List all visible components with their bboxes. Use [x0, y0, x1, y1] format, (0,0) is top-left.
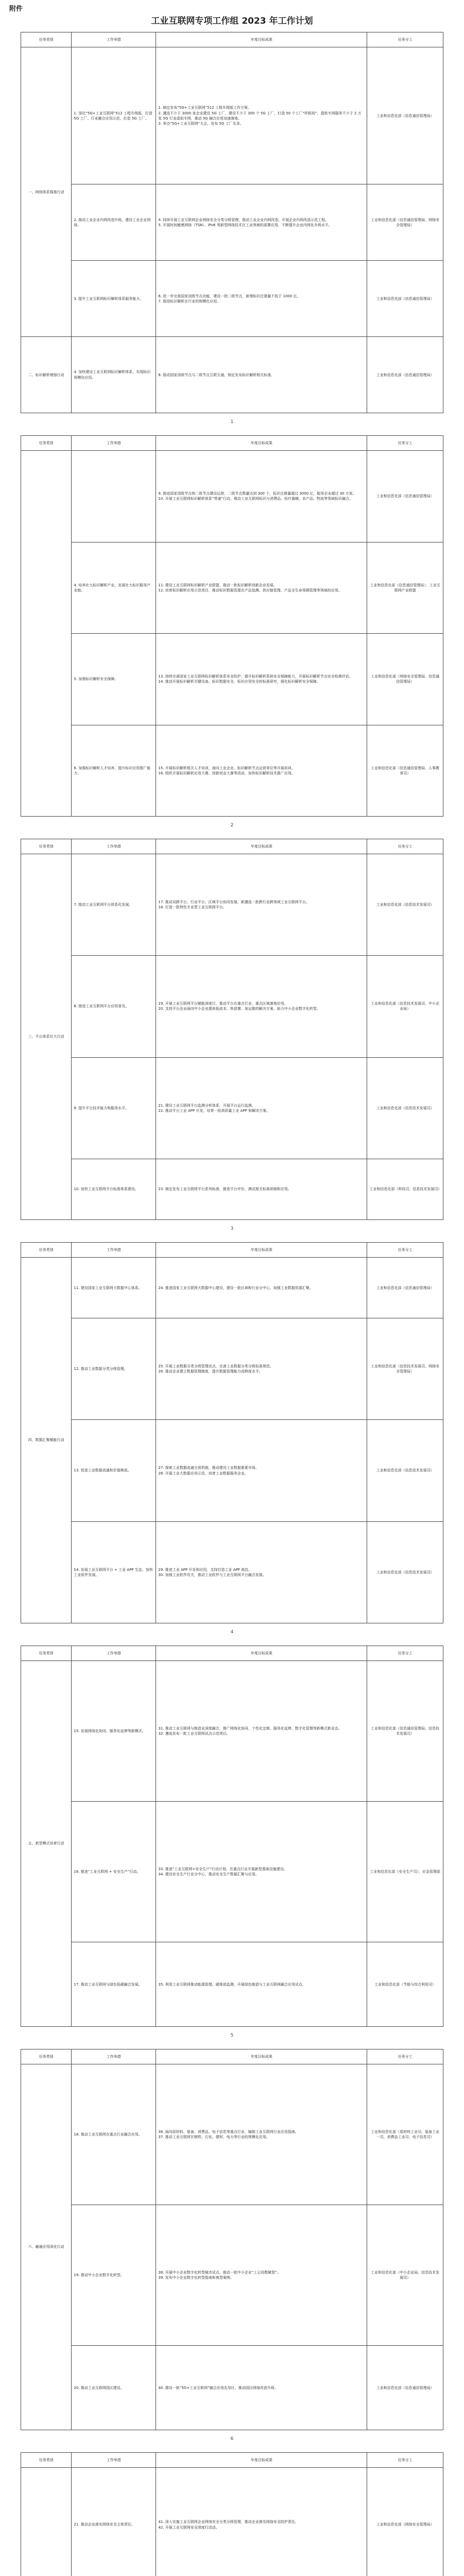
document-page — [21, 1242, 443, 1637]
page-number: 3 — [230, 1226, 234, 1231]
task-measure-cell: 13. 促进工业数据流通和价值释放。 — [72, 1420, 156, 1521]
document-page — [21, 435, 443, 830]
annual-goal-item: 39. 发布中小企业数字化转型指南和典型案例。 — [158, 2276, 234, 2280]
annual-goal-item: 22. 推动平台工业 APP 开发，培育一批高质量工业 APP 和解决方案。 — [158, 1108, 270, 1113]
header-goal: 年度目标成果 — [156, 32, 367, 47]
task-measure-cell: 18. 推动工业互联网在重点行业融合应用。 — [72, 2064, 156, 2205]
annual-goal-item: 34. 建设安全生产行业分中心，推动安全生产数据汇聚与应用。 — [158, 1872, 259, 1877]
header-goal: 年度目标成果 — [156, 1243, 367, 1258]
task-measure-cell: 17. 推动工业互联网与绿色低碳融合发展。 — [72, 1942, 156, 2027]
annual-goal-item: 3. 举办“5G+工业互联网”大会，发布 5G 工厂名录。 — [158, 121, 244, 126]
header-task: 工作举措 — [72, 1646, 156, 1661]
annual-goal-item: 37. 推动工业互联网在钢铁、石化、建材、电力等行业的规模化应用。 — [158, 2135, 270, 2140]
task-measure-cell: 12. 推动工业数据分类分级管理。 — [72, 1318, 156, 1420]
task-division-cell: 工业和信息化部（信息通信管理局） — [367, 451, 443, 543]
task-category-cell: 五、新型模式培育行动 — [21, 1661, 72, 2027]
task-division-cell: 工业和信息化部（信息通信管理局） — [367, 2346, 443, 2430]
header-category: 任务类别 — [21, 1646, 72, 1661]
annual-goal-item: 21. 建设工业互联网平台监测分析体系，开展平台运行监测。 — [158, 1103, 255, 1108]
header-division: 任务分工 — [367, 2453, 443, 2468]
task-division-cell: 工业和信息化部（信息通信管理局、网络安全管理局） — [367, 184, 443, 261]
table-row — [21, 725, 443, 817]
annual-goal-item: 18. 打造一批特色专业型工业互联网平台。 — [158, 905, 227, 910]
annual-goal-item: 4. 持续开展工业互联网企业网络安全分类分级管理，推动工业企业内网改造，开展企业内网改造示范工程。 — [158, 217, 329, 222]
task-measure-cell: 3. 提升工业互联网标识解析体系服务能力。 — [72, 261, 156, 337]
task-division-cell: 工业和信息化部（原材料工业司、装备工业一司、消费品工业司、电子信息司） — [367, 2064, 443, 2205]
table-row — [21, 337, 443, 413]
header-category: 任务类别 — [21, 839, 72, 854]
task-division-cell: 工业和信息化部（信息通信管理局、信息技术发展司） — [367, 1661, 443, 1802]
table-row — [21, 1318, 443, 1420]
annual-goal-cell — [156, 184, 367, 261]
table-row — [21, 2064, 443, 2205]
plan-table — [21, 1242, 443, 1623]
plan-table — [21, 2452, 443, 2576]
task-measure-cell: 20. 推动工业互联网园区建设。 — [72, 2346, 156, 2430]
header-category: 任务类别 — [21, 2453, 72, 2468]
annual-goal-item: 31. 推动工业互联网与制造业深度融合，推广网络化协同、个性化定制、服务化延伸、数字化管理等新模式新业态。 — [158, 1726, 342, 1731]
table-row — [21, 2468, 443, 2576]
task-division-cell: 工业和信息化部（信息通信管理局、人事教育司） — [367, 725, 443, 817]
table-header-row — [21, 2453, 443, 2468]
task-measure-cell: 14. 发展工业互联网平台 + 工业 APP 生态，加快工业软件发展。 — [72, 1521, 156, 1623]
plan-table — [21, 32, 443, 413]
table-row — [21, 1258, 443, 1318]
annual-goal-cell — [156, 2205, 367, 2346]
table-row — [21, 854, 443, 956]
table-row — [21, 634, 443, 725]
plan-table — [21, 2049, 443, 2430]
table-row — [21, 2346, 443, 2430]
task-measure-cell: 5. 加强标识解析安全保障。 — [72, 634, 156, 725]
header-category: 任务类别 — [21, 32, 72, 47]
task-measure-cell: 9. 提升平台技术能力和服务水平。 — [72, 1057, 156, 1159]
task-category-cell: 一、网络体系强基行动 — [21, 47, 72, 337]
annual-goal-item: 42. 开展工业互联网安全深度行活动。 — [158, 2525, 219, 2530]
annual-goal-item: 16. 组织开展标识解析应用大赛、创新创业大赛等活动，加快标识解析技术推广应用。 — [158, 771, 295, 775]
header-goal: 年度目标成果 — [156, 1646, 367, 1661]
task-division-cell: 工业和信息化部（信息技术发展司） — [367, 854, 443, 956]
annual-goal-cell — [156, 47, 367, 184]
table-row — [21, 1420, 443, 1521]
task-division-cell: 工业和信息化部（信息技术发展司、中小企业局） — [367, 956, 443, 1057]
annual-goal-item: 5. 开展时间敏感网络（TSN）、IPv6 等新型网络技术在工业领域的部署应用，不断提升企业内网化升级水平。 — [158, 223, 332, 227]
task-division-cell: 工业和信息化部（节能与综合利用司） — [367, 1942, 443, 2027]
annual-goal-item: 9. 推进国家顶级节点和二级节点建设运营，二级节点数量达到 300 个，标识注册量超过 3000 亿，服务企业超过 30 万家。 — [158, 492, 356, 496]
task-category-cell: 三、平台体系壮大行动 — [21, 854, 72, 1220]
annual-goal-item: 6. 进一步完善国家顶级节点功能，建设一批二级节点，新增标识注册量不低于 1000 亿。 — [158, 294, 301, 298]
task-division-cell: 工业和信息化部（信息通信管理局）、工业互联网产业联盟 — [367, 542, 443, 634]
table-header-row — [21, 2049, 443, 2064]
annual-goal-cell — [156, 1942, 367, 2027]
table-row — [21, 1521, 443, 1623]
header-task: 工作举措 — [72, 2049, 156, 2064]
annual-goal-item: 30. 加强工业软件攻关，推动工业软件与工业互联网平台融合发展。 — [158, 1572, 266, 1577]
annual-goal-cell — [156, 1661, 367, 1802]
annual-goal-cell — [156, 542, 367, 634]
table-row — [21, 47, 443, 184]
task-division-cell: 工业和信息化部（中小企业局、信息技术发展司） — [367, 2205, 443, 2346]
page-number: 5 — [230, 2033, 234, 2038]
annual-goal-item: 2. 遴选不少于 3000 家企业建设 5G 工厂，建设不少于 300 个 5G 工厂，打造 50 个工厂“样板间”，提供专网服务不少于 2 万张 5G 行业虚拟专网，推动 5G 融合应用加速落地。 — [158, 111, 362, 121]
task-measure-cell: 15. 发展网络化协同、服务化延伸等新模式。 — [72, 1661, 156, 1802]
header-division: 任务分工 — [367, 839, 443, 854]
page-number: 4 — [230, 1630, 234, 1635]
annual-goal-cell — [156, 1318, 367, 1420]
task-category-cell: 六、融通应用深化行动 — [21, 2064, 72, 2430]
header-goal: 年度目标成果 — [156, 436, 367, 451]
table-header-row — [21, 839, 443, 854]
annual-goal-item: 36. 面向原材料、装备、消费品、电子信息等重点行业，编制工业互联网行业应用指南。 — [158, 2129, 299, 2134]
task-division-cell: 工业和信息化部（安全生产司）、应急管理部 — [367, 1802, 443, 1942]
table-row — [21, 956, 443, 1057]
task-measure-cell: 19. 推动中小企业数字化转型。 — [72, 2205, 156, 2346]
annual-goal-cell — [156, 2468, 367, 2576]
document-page — [21, 839, 443, 1233]
annual-goal-item: 20. 支持平台企业面向中小企业提供低成本、快部署、易运维的解决方案，助力中小企业数字化转型。 — [158, 1007, 320, 1011]
document-page — [21, 1646, 443, 2040]
task-category-cell: 四、数据汇聚赋能行动 — [21, 1258, 72, 1623]
task-division-cell: 工业和信息化部（信息技术发展司） — [367, 1057, 443, 1159]
annual-goal-item: 38. 开展中小企业数字化转型城市试点，推动一批中小企业“上云用数赋智”。 — [158, 2270, 281, 2275]
annual-goal-cell — [156, 1802, 367, 1942]
task-measure-cell: 1. 深化“5G+工业互联网”512 工程升级版，打造 5G 工厂、行业融合应用示范，打造 5G 工厂。 — [72, 47, 156, 184]
table-row — [21, 261, 443, 337]
header-division: 任务分工 — [367, 1646, 443, 1661]
document-page — [21, 2049, 443, 2444]
page-number: 2 — [230, 823, 234, 828]
header-task: 工作举措 — [72, 32, 156, 47]
table-row — [21, 542, 443, 634]
task-measure-cell: 21. 推动企业落实网络安全主体责任。 — [72, 2468, 156, 2576]
task-measure-cell: 10. 加快工业互联网平台标准体系建设。 — [72, 1159, 156, 1219]
annual-goal-item: 11. 建设工业互联网标识解析产业联盟，推动一批标识解析创新企业发展。 — [158, 583, 277, 587]
task-measure-cell: 6. 加强标识解析人才培养，提升标识应用推广能力。 — [72, 725, 156, 817]
table-header-row — [21, 1243, 443, 1258]
title-block — [0, 0, 464, 31]
annual-goal-cell — [156, 1057, 367, 1159]
annual-goal-item: 40. 建设一批“5G+工业互联网”融合应用先导区，推动园区网络改造升级。 — [158, 2385, 278, 2390]
header-category: 任务类别 — [21, 2049, 72, 2064]
plan-table — [21, 435, 443, 817]
table-row — [21, 1802, 443, 1942]
annual-goal-cell — [156, 1258, 367, 1318]
table-row — [21, 2205, 443, 2346]
task-category-cell — [21, 2468, 72, 2576]
task-division-cell: 工业和信息化部（网络安全管理局） — [367, 2468, 443, 2576]
task-division-cell: 工业和信息化部（信息通信管理局） — [367, 47, 443, 184]
annual-goal-item: 35. 利用工业互联网推动能源管理、碳排放监测，开展绿色制造与工业互联网融合应用试点。 — [158, 1982, 306, 1987]
header-division: 任务分工 — [367, 1243, 443, 1258]
plan-table — [21, 1646, 443, 2027]
task-division-cell: 工业和信息化部（信息技术发展司） — [367, 1521, 443, 1623]
annual-goal-item: 41. 深入实施工业互联网企业网络安全分类分级管理，推动企业落实网络安全防护责任。 — [158, 2520, 299, 2524]
annual-goal-cell — [156, 261, 367, 337]
task-division-cell: 工业和信息化部（信息技术发展司） — [367, 1420, 443, 1521]
task-measure-cell: 4. 培养壮大标识解析产业，发展壮大标识服务产业链。 — [72, 542, 156, 634]
annual-goal-item: 29. 推进工业 APP 开发和应用，支持打造工业 APP 商店。 — [158, 1567, 252, 1572]
header-division: 任务分工 — [367, 2049, 443, 2064]
task-measure-cell — [72, 451, 156, 543]
task-measure-cell: 4. 加快建设工业互联网标识解析体系，实现标识规模化应用。 — [72, 337, 156, 413]
header-category: 任务类别 — [21, 436, 72, 451]
annual-goal-item: 15. 开展标识解析相关人才培训，面向工业企业、标识解析节点运营单位等开展培训。 — [158, 766, 295, 770]
header-division: 任务分工 — [367, 32, 443, 47]
header-task: 工作举措 — [72, 436, 156, 451]
header-goal: 年度目标成果 — [156, 839, 367, 854]
task-division-cell: 工业和信息化部（信息通信管理局） — [367, 1258, 443, 1318]
annual-goal-cell — [156, 725, 367, 817]
annual-goal-item: 10. 开展工业互联网标识解析体系“贯通”行动，推动工业互联网标识与消费品、医疗器械、农产品、物流等领域标识融合。 — [158, 497, 353, 501]
annual-goal-cell — [156, 337, 367, 413]
annual-goal-cell — [156, 451, 367, 543]
annual-goal-item: 12. 培育标识解析应用示范项目，推动标识数据资源在产品追溯、供应链管理、产品全生命周期管理等领域的应用。 — [158, 588, 342, 592]
annual-goal-item: 32. 遴选发布一批工业互联网试点示范项目。 — [158, 1732, 230, 1736]
annual-goal-item: 8. 推动国家顶级节点与二级节点互联互通，制定发布标识解析相关标准。 — [158, 372, 275, 377]
task-division-cell: 工业和信息化部（信息技术发展司、网络安全管理局） — [367, 1318, 443, 1420]
annual-goal-item: 7. 推进标识解析在行业的规模化应用。 — [158, 299, 221, 303]
annual-goal-item: 14. 推动开展标识解析关键设备、标识数据安全、标识应用安全的标准研究，强化标识解析安全保障。 — [158, 680, 320, 684]
table-header-row — [21, 1646, 443, 1661]
table-row — [21, 1057, 443, 1159]
annual-goal-cell — [156, 2346, 367, 2430]
annual-goal-item: 24. 推进国家工业互联网大数据中心建设，建设一批区域和行业分中心，加强工业数据资源汇聚。 — [158, 1285, 313, 1290]
table-header-row — [21, 32, 443, 47]
attachment-label: 附件 — [9, 5, 23, 13]
table-header-row — [21, 436, 443, 451]
annual-goal-cell — [156, 1420, 367, 1521]
annual-goal-item: 19. 开展工业互联网平台赋能深度行，推动平台在重点行业、重点区域落地应用。 — [158, 1002, 288, 1006]
header-task: 工作举措 — [72, 2453, 156, 2468]
task-measure-cell: 2. 推动工业企业内网改造升级，建设工业企业网络。 — [72, 184, 156, 261]
plan-table — [21, 839, 443, 1220]
annual-goal-cell — [156, 1159, 367, 1219]
annual-goal-item: 23. 制定发布工业互联网平台系列标准，推进平台评价、测试相关标准研制和应用。 — [158, 1187, 291, 1192]
annual-goal-item: 13. 持续完善国家工业互联网标识解析体系安全防护，提升标识解析系统安全保障能力，开展标识解析节点安全检测评估。 — [158, 674, 353, 679]
task-measure-cell: 11. 建设国家工业互联网大数据中心体系。 — [72, 1258, 156, 1318]
annual-goal-cell — [156, 956, 367, 1057]
annual-goal-item: 1. 制定发布“5G+工业互联网”512 工程升级版工作方案。 — [158, 106, 251, 110]
task-division-cell: 工业和信息化部（信息通信管理局） — [367, 261, 443, 337]
annual-goal-item: 27. 探索工业数据流通交易机制，推动建设工业数据要素市场。 — [158, 1466, 259, 1470]
task-division-cell: 工业和信息化部（信息通信管理局） — [367, 337, 443, 413]
annual-goal-cell — [156, 1521, 367, 1623]
annual-goal-item: 17. 推动双跨平台、行业平台、区域平台协同发展，新遴选一批跨行业跨领域工业互联网平台。 — [158, 900, 310, 904]
task-measure-cell: 8. 推进工业互联网平台应用普及。 — [72, 956, 156, 1057]
header-task: 工作举措 — [72, 1243, 156, 1258]
task-measure-cell: 16. 推进“工业互联网 + 安全生产”行动。 — [72, 1802, 156, 1942]
header-goal: 年度目标成果 — [156, 2049, 367, 2064]
document-title: 工业互联网专项工作组 2023 年工作计划 — [151, 16, 313, 26]
task-measure-cell: 7. 推动工业互联网平台体系化发展。 — [72, 854, 156, 956]
header-goal: 年度目标成果 — [156, 2453, 367, 2468]
table-row — [21, 1942, 443, 2027]
page-number: 1 — [230, 419, 234, 425]
annual-goal-item: 28. 开展工业大数据应用示范，培育工业数据服务企业。 — [158, 1471, 248, 1476]
table-row — [21, 1159, 443, 1219]
annual-goal-item: 33. 推进“工业互联网+安全生产”行动计划，在重点行业开展新型基础设施建设。 — [158, 1867, 287, 1872]
annual-goal-cell — [156, 2064, 367, 2205]
annual-goal-cell — [156, 634, 367, 725]
header-division: 任务分工 — [367, 436, 443, 451]
task-division-cell: 工业和信息化部（网络安全管理局、信息通信管理局） — [367, 634, 443, 725]
task-category-cell: 二、标识解析增强行动 — [21, 337, 72, 413]
header-task: 工作举措 — [72, 839, 156, 854]
table-row — [21, 451, 443, 543]
document-page — [21, 2452, 443, 2576]
page-number: 6 — [230, 2436, 234, 2442]
annual-goal-cell — [156, 854, 367, 956]
table-row — [21, 1661, 443, 1802]
document-page — [21, 32, 443, 427]
task-category-cell — [21, 451, 72, 817]
annual-goal-item: 26. 推动企业建立数据管理制度，提升数据管理能力成熟度水平。 — [158, 1369, 263, 1374]
header-category: 任务类别 — [21, 1243, 72, 1258]
annual-goal-item: 25. 开展工业数据分类分级管理试点，完善工业数据分类分级标准规范。 — [158, 1364, 273, 1369]
table-row — [21, 184, 443, 261]
task-division-cell: 工业和信息化部（科技司、信息技术发展司） — [367, 1159, 443, 1219]
